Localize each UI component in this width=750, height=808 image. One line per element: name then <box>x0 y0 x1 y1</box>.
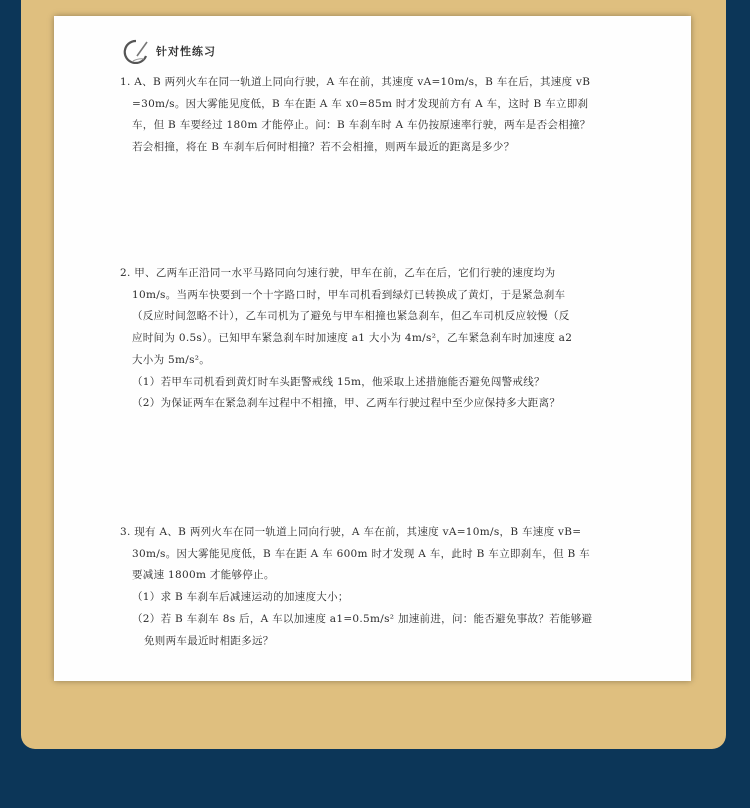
question-1 <box>120 72 635 159</box>
sub-question: （1）若甲车司机看到黄灯时车头距警戒线 15m，他采取上述措施能否避免闯警戒线？ <box>132 375 545 388</box>
question-line: 2. 甲、乙两车正沿同一水平马路同向匀速行驶，甲车在前，乙车在后，它们行驶的速度均为 <box>120 267 556 279</box>
question-line: 10m/s。当两车快要到一个十字路口时，甲车司机看到绿灯已转换成了黄灯，于是紧急刹车 <box>132 288 566 301</box>
sub-question: （2）为保证两车在紧急刹车过程中不相撞，甲、乙两车行驶过程中至少应保持多大距离？ <box>132 397 561 410</box>
question-line: 大小为 5m/s²。 <box>132 353 211 366</box>
sub-question: 免则两车最近时相距多远？ <box>144 634 274 647</box>
pen-swoosh-icon <box>120 38 150 64</box>
question-line: 车，但 B 车要经过 180m 才能停止。问：B 车刹车时 A 车仍按原速率行驶，两车是否会相撞？ <box>132 119 591 132</box>
question-line: 3. 现有 A、B 两列火车在同一轨道上同向行驶，A 车在前，其速度 vA=10m/s，B 车速度 vB= <box>120 526 582 538</box>
question-line: 30m/s。因大雾能见度低，B 车在距 A 车 600m 时才发现 A 车，此时 B 车立即刹车，但 B 车 <box>132 547 590 560</box>
question-line: 若会相撞，将在 B 车刹车后何时相撞？若不会相撞，则两车最近的距离是多少？ <box>132 141 515 154</box>
question-line: =30m/s。因大雾能见度低，B 车在距 A 车 x0=85m 时才发现前方有 A 车，这时 B 车立即刹 <box>132 97 589 110</box>
question-line: 1. A、B 两列火车在同一轨道上同向行驶，A 车在前，其速度 vA=10m/s，B 车在后，其速度 vB <box>120 76 591 88</box>
question-line: 应时间为 0.5s）。已知甲车紧急刹车时加速度 a1 大小为 4m/s²，乙车紧急刹车时加速度 a2 <box>132 332 573 345</box>
question-3 <box>120 522 635 652</box>
question-line: （反应时间忽略不计），乙车司机为了避免与甲车相撞也紧急刹车，但乙车司机反应较慢（反 <box>132 310 570 323</box>
sub-question: （1）求 B 车刹车后减速运动的加速度大小； <box>132 591 349 604</box>
section-header <box>120 38 216 64</box>
question-line: 要减速 1800m 才能够停止。 <box>132 569 275 582</box>
sub-question: （2）若 B 车刹车 8s 后，A 车以加速度 a1=0.5m/s² 加速前进，问：能否避免事故？若能够避 <box>132 612 593 625</box>
section-title: 针对性练习 <box>156 45 216 58</box>
worksheet-page <box>54 16 691 681</box>
question-2 <box>120 263 635 415</box>
